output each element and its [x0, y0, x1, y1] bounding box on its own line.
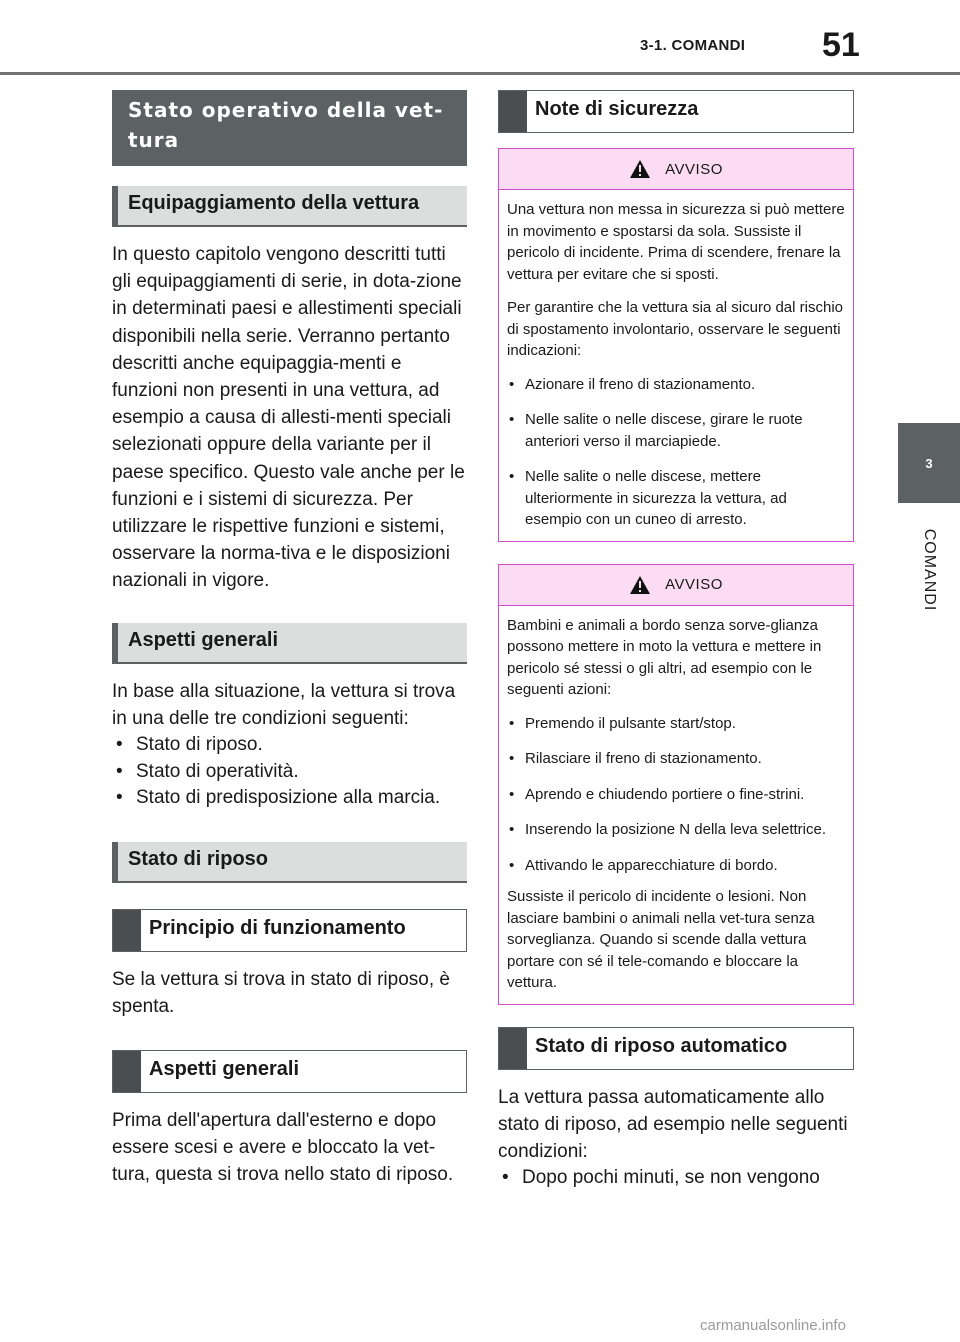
list-item: • Stato di operatività. — [112, 759, 467, 786]
warning-list — [507, 374, 845, 531]
warning-header — [499, 565, 853, 606]
heading-safety — [498, 90, 854, 133]
warning-list — [507, 713, 845, 877]
warning-triangle-icon — [629, 575, 651, 595]
list-item: • Dopo pochi minuti, se non vengono — [498, 1165, 854, 1192]
warning-paragraph: Bambini e animali a bordo senza sorve-glianza possono mettere in moto la vettura e mettere in pericolo sé stessi o gli altri, ad esempio con le seguenti azioni: — [507, 616, 822, 698]
left-column — [112, 90, 467, 1189]
heading-principle-text: Principio di funzionamento — [149, 916, 406, 939]
warning-paragraph: Per garantire che la vettura sia al sicuro dal rischio di spostamento involontario, osservare le seguenti indicazioni: — [507, 299, 843, 359]
right-column — [498, 90, 854, 1192]
heading-general-2 — [112, 1050, 467, 1093]
warning-label: AVVISO — [665, 160, 723, 178]
heading-marker — [499, 1028, 527, 1069]
heading-rest-state — [112, 842, 467, 883]
heading-marker — [113, 910, 141, 951]
chapter-tab-label: COMANDI — [921, 528, 938, 612]
warning-box-1 — [498, 148, 854, 542]
header-section-title: 3-1. COMANDI — [640, 37, 746, 54]
heading-general — [112, 623, 467, 664]
warning-box-2 — [498, 564, 854, 1005]
list-item: • Attivando le apparecchiature di bordo. — [507, 855, 845, 877]
auto-rest-list — [498, 1165, 854, 1192]
heading-principle — [112, 909, 467, 952]
heading-auto-rest — [498, 1027, 854, 1070]
main-title: Stato operativo della vet-tura — [112, 90, 467, 166]
list-item: • Nelle salite o nelle discese, girare le ruote anteriori verso il marciapiede. — [507, 409, 845, 452]
list-item: • Rilasciare il freno di stazionamento. — [507, 748, 845, 770]
header-rule — [0, 72, 960, 75]
paragraph-general-2: Prima dell'apertura dall'esterno e dopo essere scesi e avere e bloccato la vet-tura, questa si trova nello stato di riposo. — [112, 1109, 454, 1186]
warning-triangle-icon — [629, 159, 651, 179]
warning-body — [499, 190, 853, 541]
list-item: • Inserendo la posizione N della leva selettrice. — [507, 819, 845, 841]
list-item: • Azionare il freno di stazionamento. — [507, 374, 845, 396]
heading-marker — [113, 1051, 141, 1092]
heading-equipment — [112, 186, 467, 227]
heading-auto-rest-text: Stato di riposo automatico — [535, 1034, 788, 1057]
heading-general-2-text: Aspetti generali — [149, 1057, 300, 1080]
heading-marker — [499, 91, 527, 132]
states-list — [112, 732, 467, 812]
warning-body — [499, 606, 853, 1004]
list-item: • Premendo il pulsante start/stop. — [507, 713, 845, 735]
page-number: 51 — [822, 26, 860, 64]
list-item: • Stato di predisposizione alla marcia. — [112, 785, 467, 812]
paragraph-equipment: In questo capitolo vengono descritti tutti gli equipaggiamenti di serie, in dota-zione in determinati paesi e allestimenti speciali disponibili nella serie. Verranno pertanto descritti anche equipaggia-menti e funzioni non presenti in una vettura, ad esempio a causa di allesti-menti speciali selezionati oppure della variante per il paese specifico. Questo vale anche per le funzioni e i sistemi di sicurezza. Per utilizzare le rispettive funzioni e sistemi, osservare la norma-tiva e le disposizioni nazionali in vigore. — [112, 244, 465, 592]
warning-label: AVVISO — [665, 576, 723, 593]
heading-equipment-text: Equipaggiamento della vettura — [128, 192, 420, 214]
list-item: • Aprendo e chiudendo portiere o fine-strini. — [507, 784, 845, 806]
warning-header — [499, 149, 853, 190]
watermark[interactable]: carmanualsonline.info — [700, 1317, 846, 1334]
list-item: • Nelle salite o nelle discese, mettere ulteriormente in sicurezza la vettura, ad esempio con un cuneo di arresto. — [507, 466, 845, 531]
list-item: • Stato di riposo. — [112, 732, 467, 759]
paragraph-auto-rest: La vettura passa automaticamente allo stato di riposo, ad esempio nelle seguenti condizioni: — [498, 1086, 848, 1162]
warning-paragraph: Sussiste il pericolo di incidente o lesioni. Non lasciare bambini o animali nella vet-tura senza sorveglianza. Quando si scende dalla vettura portare con sé il tele-comando e bloccare la vettura. — [507, 888, 815, 991]
chapter-tab — [898, 423, 960, 503]
warning-paragraph: Una vettura non messa in sicurezza si può mettere in movimento e spostarsi da sola. Sussiste il pericolo di incidente. Prima di scendere, frenare la vettura per evitare che si sposti. — [507, 201, 845, 283]
heading-safety-text: Note di sicurezza — [535, 98, 699, 120]
paragraph-principle: Se la vettura si trova in stato di riposo, è spenta. — [112, 968, 450, 1017]
heading-general-text: Aspetti generali — [128, 628, 279, 651]
heading-rest-state-text: Stato di riposo — [128, 847, 268, 870]
paragraph-general: In base alla situazione, la vettura si trova in una delle tre condizioni seguenti: — [112, 680, 456, 729]
chapter-number: 3 — [925, 455, 933, 471]
